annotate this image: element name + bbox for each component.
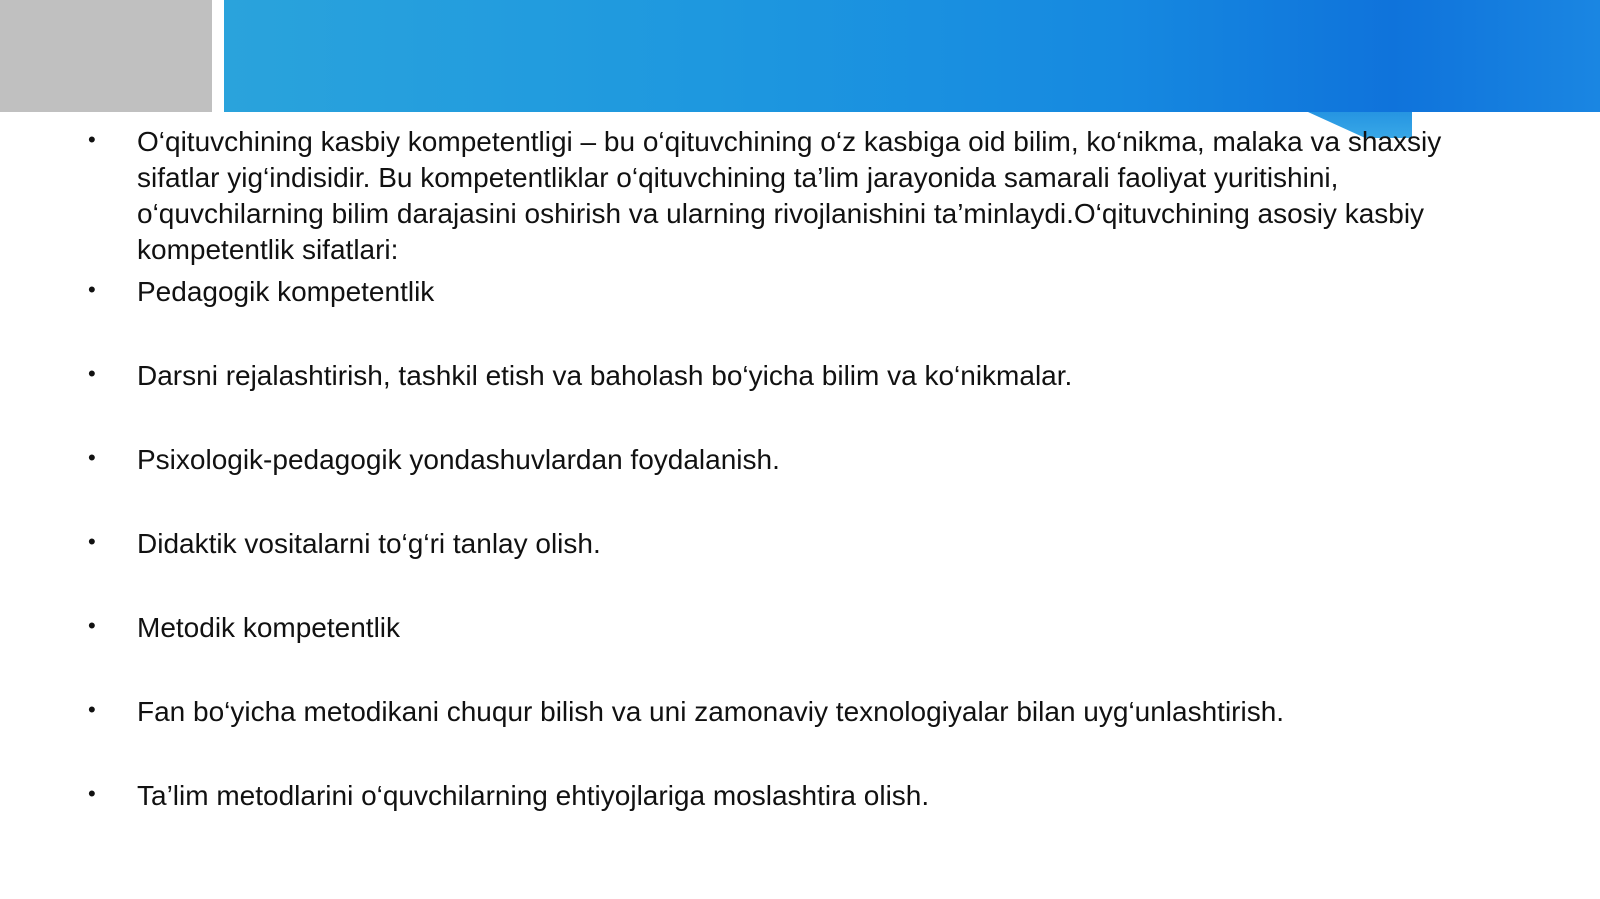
header-blue-banner	[224, 0, 1600, 112]
bullet-item	[88, 526, 1488, 562]
bullet-item	[88, 274, 1488, 310]
bullet-dot-icon: •	[88, 613, 96, 638]
bullet-text: Fan bo‘yicha metodikani chuqur bilish va uni zamonaviy texnologiyalar bilan uyg‘unlashtirish.	[137, 696, 1285, 727]
bullet-dot-icon: •	[88, 445, 96, 470]
bullet-list	[88, 124, 1488, 814]
bullet-text: Metodik kompetentlik	[137, 612, 401, 643]
header-gray-block	[0, 0, 212, 112]
bullet-text: Pedagogik kompetentlik	[137, 276, 435, 307]
bullet-item	[88, 124, 1488, 268]
bullet-dot-icon: •	[88, 781, 96, 806]
bullet-dot-icon: •	[88, 361, 96, 386]
slide-body	[88, 124, 1488, 814]
bullet-dot-icon: •	[88, 127, 96, 152]
bullet-dot-icon: •	[88, 277, 96, 302]
bullet-item	[88, 694, 1488, 730]
bullet-item	[88, 610, 1488, 646]
bullet-dot-icon: •	[88, 529, 96, 554]
bullet-dot-icon: •	[88, 697, 96, 722]
bullet-text: Ta’lim metodlarini o‘quvchilarning ehtiyojlariga moslashtira olish.	[137, 780, 930, 811]
bullet-text: Psixologik-pedagogik yondashuvlardan foydalanish.	[137, 444, 780, 475]
bullet-text: O‘qituvchining kasbiy kompetentligi – bu o‘qituvchining o‘z kasbiga oid bilim, ko‘nikma, malaka va shaxsiy sifatlar yig‘indisidir. Bu kompetentliklar o‘qituvchining ta’lim jarayonida samarali faoliyat yuritishini, o‘quvchilarning bilim darajasini oshirish va ularning rivojlanishini ta’minlaydi.O‘qituvchining asosiy kasbiy kompetentlik sifatlari:	[137, 126, 1442, 265]
bullet-item	[88, 778, 1488, 814]
bullet-item	[88, 358, 1488, 394]
bullet-text: Darsni rejalashtirish, tashkil etish va baholash bo‘yicha bilim va ko‘nikmalar.	[137, 360, 1073, 391]
bullet-item	[88, 442, 1488, 478]
bullet-text: Didaktik vositalarni to‘g‘ri tanlay olish.	[137, 528, 601, 559]
